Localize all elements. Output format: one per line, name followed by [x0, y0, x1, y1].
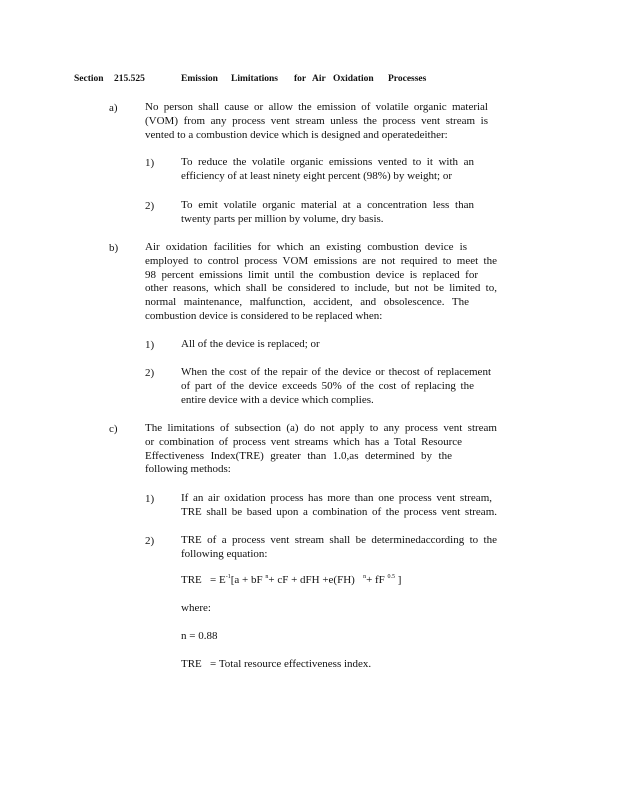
tre-definition-text: Total resource effectiveness index. [218, 658, 372, 670]
text-line: vented to a combustion device which is designed and operatedeither: [145, 128, 448, 141]
tre-equation [181, 574, 481, 588]
text-line: Air oxidation facilities for which an existing combustion device is [145, 241, 467, 253]
text-line: or combination of process vent streams which has a Total Resource [145, 435, 462, 448]
item-a2-text [181, 199, 474, 227]
title-word-limitations: Limitations [231, 74, 278, 84]
title-word-for: for [294, 74, 307, 84]
text-line: The limitations of subsection (a) do not apply to any process vent stream [145, 422, 497, 434]
text-line: To emit volatile organic material at a concentration less than [181, 199, 474, 211]
text-line: following equation: [181, 547, 268, 560]
text-line: other reasons, which shall be considered to include, but not be limited to, [145, 282, 497, 295]
item-b2-text [181, 366, 491, 407]
section-number: 215.525 [114, 74, 145, 84]
text-line: normal maintenance, malfunction, accident, and obsolescence. The [145, 296, 469, 309]
where-label: where: [181, 602, 211, 614]
subsection-a-label: a) [109, 102, 118, 114]
equation-equals: = [210, 574, 217, 586]
tre-definition-equals: = [210, 658, 217, 670]
title-word-oxidation: Oxidation [333, 74, 374, 84]
item-a2-label: 2) [145, 200, 155, 212]
text-line: To reduce the volatile organic emissions vented to it with an [181, 156, 474, 168]
subsection-b-label: b) [109, 242, 119, 254]
text-line: twenty parts per million by volume, dry basis. [181, 212, 384, 225]
title-word-air: Air [312, 74, 326, 84]
text-line: No person shall cause or allow the emission of volatile organic material [145, 101, 488, 113]
equation-exponent-n2: n [363, 574, 367, 580]
text-line: employed to control process VOM emissions are not required to meet the [145, 254, 497, 267]
equation-lhs: TRE [181, 574, 202, 586]
subsection-c-text [145, 422, 497, 477]
equation-e-exponent: -1 [225, 574, 231, 580]
item-a1-label: 1) [145, 157, 155, 169]
text-line: (VOM) from any process vent stream unless the process vent stream is [145, 114, 488, 127]
equation-e: E [219, 574, 226, 586]
text-line: When the cost of the repair of the device or thecost of replacement [181, 366, 491, 378]
subsection-b-text [145, 241, 497, 324]
item-c2-text [181, 534, 497, 562]
text-line: If an air oxidation process has more than one process vent stream, [181, 492, 492, 504]
tre-definition-lhs: TRE [181, 658, 202, 670]
text-line: of part of the device exceeds 50% of the cost of replacing the [181, 379, 474, 392]
item-c2-label: 2) [145, 535, 155, 547]
equation-part-4: ] [397, 574, 402, 586]
text-line: TRE of a process vent stream shall be determinedaccording to the [181, 534, 497, 546]
tre-definition [181, 658, 371, 672]
text-line: following methods: [145, 463, 231, 476]
text-line: 98 percent emissions limit until the combustion device is replaced for [145, 268, 478, 281]
subsection-a-text [145, 101, 488, 142]
equation-part-2: + cF + dFH +e(FH) [268, 574, 355, 586]
equation-exponent-n: n [265, 574, 269, 580]
title-word-emission: Emission [181, 74, 218, 84]
item-c1-text [181, 492, 497, 520]
text-line: combustion device is considered to be replaced when: [145, 309, 383, 322]
item-a1-text [181, 156, 474, 184]
item-b2-label: 2) [145, 367, 155, 379]
item-b1-text [181, 338, 481, 352]
section-label: Section [74, 74, 104, 84]
text-line: entire device with a device which complies. [181, 393, 374, 406]
item-c1-label: 1) [145, 493, 155, 505]
item-b1-label: 1) [145, 339, 155, 351]
text-line: efficiency of at least ninety eight percent (98%) by weight; or [181, 169, 453, 182]
equation-part-3: + fF [366, 574, 385, 586]
title-word-processes: Processes [388, 74, 427, 84]
text-line: All of the device is replaced; or [181, 338, 320, 350]
equation-part-1: [a + bF [230, 574, 263, 586]
text-line: TRE shall be based upon a combination of the process vent stream. [181, 505, 497, 518]
text-line: Effectiveness Index(TRE) greater than 1.0,as determined by the [145, 449, 452, 462]
equation-exponent-half: 0.5 [387, 574, 396, 580]
subsection-c-label: c) [109, 423, 118, 435]
n-definition: n = 0.88 [181, 630, 218, 642]
